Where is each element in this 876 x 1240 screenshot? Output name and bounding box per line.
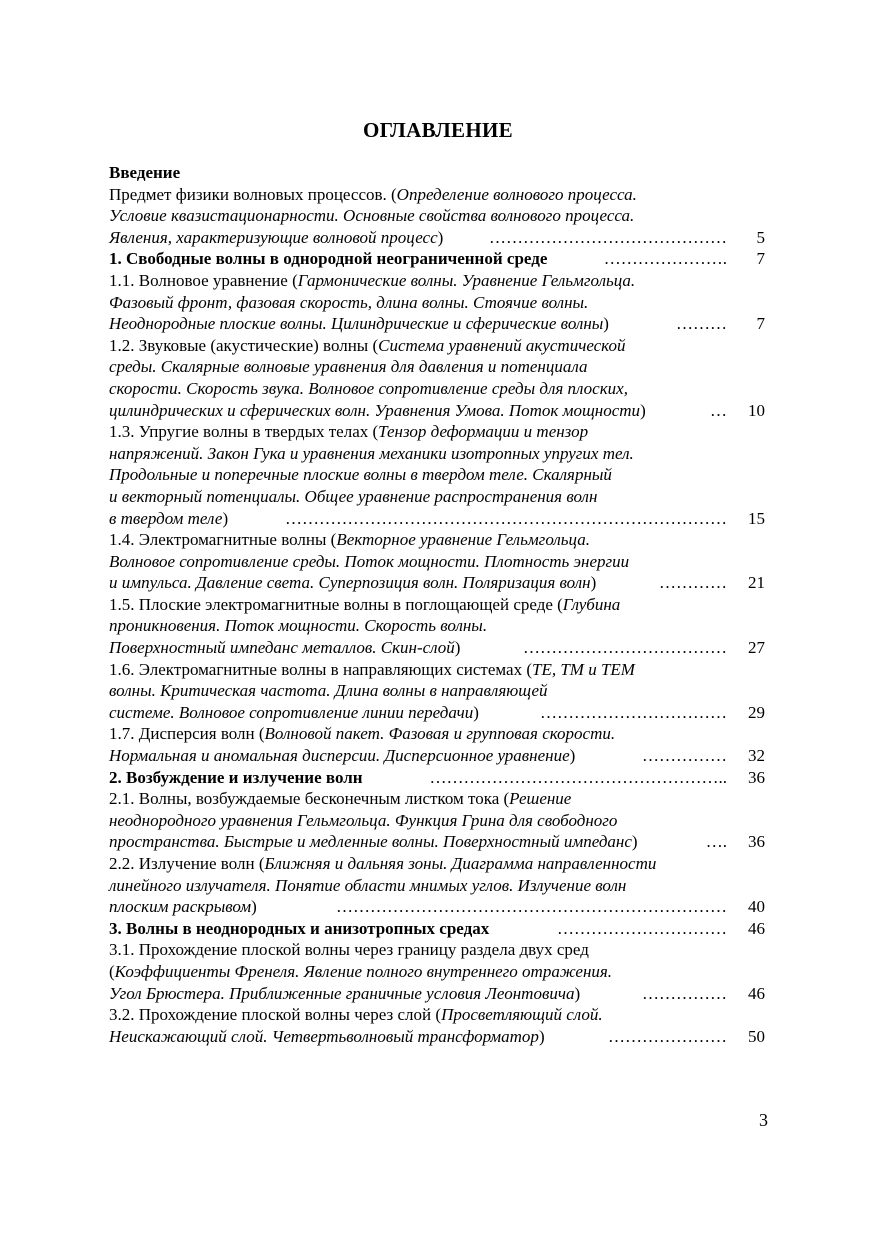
toc-entry-1-4: Волновое сопротивление среды. Поток мощности. Плотность энергии: [109, 551, 630, 571]
page-ref: 10: [748, 400, 765, 420]
leader-dots: …………: [659, 573, 727, 593]
page-ref: 46: [748, 983, 765, 1003]
toc-entry-1-2: скорости. Скорость звука. Волновое сопротивление среды для плоских,: [109, 378, 628, 398]
leader-dots: …………………: [608, 1026, 727, 1046]
toc-entry-3-1: Угол Брюстера. Приближенные граничные условия Леонтовича) …………… 46: [109, 983, 765, 1003]
leader-dots: ……………: [642, 746, 727, 766]
toc-entry-1-6: 1.6. Электромагнитные волны в направляющих системах (ТЕ, ТМ и ТЕМ: [109, 659, 635, 679]
leader-dots: ………: [676, 314, 727, 334]
toc-entry-3-2: 3.2. Прохождение плоской волны через слой (Просветляющий слой.: [109, 1005, 603, 1025]
leader-dots: ……………………………………: [489, 227, 727, 247]
toc-chapter-3: 3. Волны в неоднородных и анизотропных средах ………………………… 46: [109, 918, 765, 938]
page-title: ОГЛАВЛЕНИЕ: [363, 118, 513, 142]
toc-entry-1-5: Поверхностный импеданс металлов. Скин-слой) ……………………………… 27: [109, 638, 765, 658]
page-ref: 40: [748, 897, 765, 917]
leader-dots: ……………………………………………..: [429, 767, 727, 787]
toc-entry-1-3: Продольные и поперечные плоские волны в твердом теле. Скалярный: [109, 465, 612, 485]
toc-entry-1-7: 1.7. Дисперсия волн (Волновой пакет. Фазовая и групповая скорости.: [109, 724, 616, 744]
leader-dots: ……………………………………………………………………: [285, 508, 727, 528]
page-ref: 36: [748, 832, 765, 852]
page-ref: 50: [748, 1026, 765, 1046]
page-ref: 7: [756, 249, 765, 269]
page-ref: 5: [756, 227, 765, 247]
toc-entry-1-2: среды. Скалярные волновые уравнения для давления и потенциала: [109, 357, 588, 377]
toc-entry-1-3: 1.3. Упругие волны в твердых телах (Тензор деформации и тензор: [109, 422, 589, 442]
toc-entry-1-3: в твердом теле) …………………………………………………………………… 15: [109, 508, 765, 528]
toc-entry-2-1: неоднородного уравнения Гельмгольца. Функция Грина для свободного: [109, 810, 618, 830]
toc-entry-2-2: плоским раскрывом) …………………………………………………………… 40: [109, 897, 765, 917]
toc-entry-1-2: 1.2. Звуковые (акустические) волны (Система уравнений акустической: [109, 335, 626, 355]
leader-dots: ……………………………………………………………: [336, 897, 727, 917]
page-ref: 21: [748, 573, 765, 593]
page-ref: 46: [748, 918, 765, 938]
toc-entry-1-4: и импульса. Давление света. Суперпозиция волн. Поляризация волн) ………… 21: [109, 573, 765, 593]
leader-dots: ……………: [642, 983, 727, 1003]
page-number: 3: [759, 1110, 768, 1130]
toc-entry-1-7: Нормальная и аномальная дисперсии. Дисперсионное уравнение) …………… 32: [109, 746, 765, 766]
page-ref: 7: [756, 314, 765, 334]
toc-entry-2-2: 2.2. Излучение волн (Ближняя и дальняя зоны. Диаграмма направленности: [109, 854, 657, 873]
page-ref: 15: [748, 508, 765, 528]
page-ref: 27: [748, 638, 765, 658]
toc-entry-1-5: проникновения. Поток мощности. Скорость волны.: [109, 616, 488, 636]
toc-entry-1-4: 1.4. Электромагнитные волны (Векторное уравнение Гельмгольца.: [109, 530, 590, 550]
toc-entry-1-2: цилиндрических и сферических волн. Уравнения Умова. Поток мощности) … 10: [109, 400, 765, 420]
toc-entry-1-3: напряжений. Закон Гука и уравнения механики изотропных упругих тел.: [109, 443, 634, 463]
toc-chapter-1: 1. Свободные волны в однородной неограниченной среде …………………. 7: [109, 249, 765, 269]
toc-entry-3-2: Неискажающий слой. Четвертьволновый трансформатор) ………………… 50: [109, 1026, 765, 1046]
toc-entry-1-1: Фазовый фронт, фазовая скорость, длина волны. Стоячие волны.: [109, 292, 589, 312]
toc-entry-2-2: линейного излучателя. Понятие области мнимых углов. Излучение волн: [109, 875, 627, 895]
toc-entry-1-1: 1.1. Волновое уравнение (Гармонические волны. Уравнение Гельмгольца.: [109, 270, 636, 290]
toc-entry-3-1: (Коэффициенты Френеля. Явление полного внутреннего отражения.: [109, 961, 613, 981]
toc-entry-2-1: 2.1. Волны, возбуждаемые бесконечным листком тока (Решение: [109, 789, 572, 809]
leader-dots: ………………….: [603, 249, 727, 269]
toc-entry-intro: Предмет физики волновых процессов. (Определение волнового процесса.: [109, 184, 637, 204]
toc-entry-1-1: Неоднородные плоские волны. Цилиндрические и сферические волны) ……… 7: [109, 314, 765, 334]
leader-dots: ……………………………: [540, 702, 727, 722]
page-ref: 29: [748, 702, 765, 722]
leader-dots: ………………………………: [523, 638, 727, 658]
toc-heading-intro: Введение: [109, 163, 181, 182]
page-ref: 32: [748, 746, 765, 766]
leader-dots: …: [710, 400, 727, 420]
leader-dots: ….: [705, 832, 727, 852]
toc-entry-intro: Явления, характеризующие волновой процесс) …………………………………… 5: [109, 227, 765, 247]
toc-entry-3-1: 3.1. Прохождение плоской волны через границу раздела двух сред: [109, 940, 589, 960]
toc-entry-1-6: системе. Волновое сопротивление линии передачи) …………………………… 29: [109, 702, 765, 722]
leader-dots: …………………………: [557, 918, 727, 938]
toc-entry-1-3: и векторный потенциалы. Общее уравнение распространения волн: [109, 486, 598, 506]
table-of-contents: [109, 162, 769, 1047]
toc-entry-2-1: пространства. Быстрые и медленные волны. Поверхностный импеданс) …. 36: [109, 832, 765, 852]
toc-entry-1-6: волны. Критическая частота. Длина волны в направляющей: [109, 681, 548, 701]
toc-chapter-2: 2. Возбуждение и излучение волн …………………………………………….. 36: [109, 767, 765, 787]
toc-entry-1-5: 1.5. Плоские электромагнитные волны в поглощающей среде (Глубина: [109, 594, 621, 614]
page-ref: 36: [748, 767, 765, 787]
toc-entry-intro: Условие квазистационарности. Основные свойства волнового процесса.: [109, 206, 635, 226]
